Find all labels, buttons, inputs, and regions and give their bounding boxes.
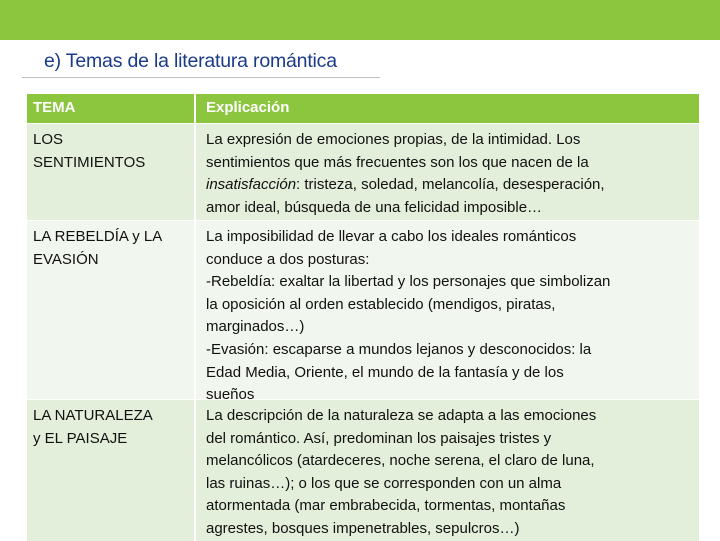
explanation-line: La imposibilidad de llevar a cabo los ideales románticos (206, 228, 577, 245)
explanation-line: atormentada (mar embrabecida, tormentas, montañas (206, 497, 566, 515)
slide-title: e) Temas de la literatura romántica (44, 50, 337, 72)
theme-cell (27, 400, 194, 541)
explanation-line: agrestes, bosques impenetrables, sepulcros…) (206, 519, 520, 537)
explanation-line: amor ideal, búsqueda de una felicidad imposible… (206, 198, 543, 216)
theme-line: y EL PAISAJE (33, 429, 128, 447)
theme-cell (27, 124, 194, 220)
explanation-line: la oposición al orden establecido (mendigos, piratas, (206, 295, 556, 313)
explanation-line: las ruinas…); o los que se corresponden con un alma (206, 474, 562, 492)
emphasized-term: insatisfacción (206, 176, 297, 194)
theme-line: SENTIMIENTOS (33, 153, 146, 171)
explanation-line: sueños (206, 386, 255, 404)
explanation-fragment: : tristeza, soledad, melancolía, desesperación, (296, 176, 605, 194)
explanation-line: conduce a dos posturas: (206, 250, 370, 268)
header-band (0, 0, 720, 40)
table-row (27, 399, 699, 541)
title-divider (22, 77, 380, 78)
explanation-line (206, 174, 695, 197)
theme-line: LOS (33, 131, 64, 148)
explanation-cell (194, 400, 699, 541)
table-row (27, 220, 699, 404)
theme-line: EVASIÓN (33, 250, 99, 268)
table-row (27, 123, 699, 220)
explanation-cell (194, 221, 699, 404)
explanation-line: melancólicos (atardeceres, noche serena, el claro de luna, (206, 452, 595, 470)
explanation-line: sentimientos que más frecuentes son los que nacen de la (206, 153, 589, 171)
header-tema: TEMA (33, 99, 76, 116)
explanation-line: marginados…) (206, 318, 305, 336)
explanation-line: La descripción de la naturaleza se adapta a las emociones (206, 407, 597, 424)
explanation-line: -Rebeldía: exaltar la libertad y los personajes que simbolizan (206, 273, 611, 291)
explanation-cell (194, 124, 699, 220)
theme-line: LA REBELDÍA y LA (33, 228, 163, 245)
explanation-line: La expresión de emociones propias, de la intimidad. Los (206, 131, 581, 148)
explanation-line: Edad Media, Oriente, el mundo de la fantasía y de los (206, 363, 564, 381)
themes-table (27, 94, 699, 541)
explanation-line: -Evasión: escaparse a mundos lejanos y desconocidos: la (206, 340, 592, 358)
theme-cell (27, 221, 194, 399)
header-explicacion: Explicación (194, 94, 699, 123)
explanation-line: del romántico. Así, predominan los paisajes tristes y (206, 429, 552, 447)
table-header-row (27, 94, 699, 123)
theme-line: LA NATURALEZA (33, 407, 153, 424)
